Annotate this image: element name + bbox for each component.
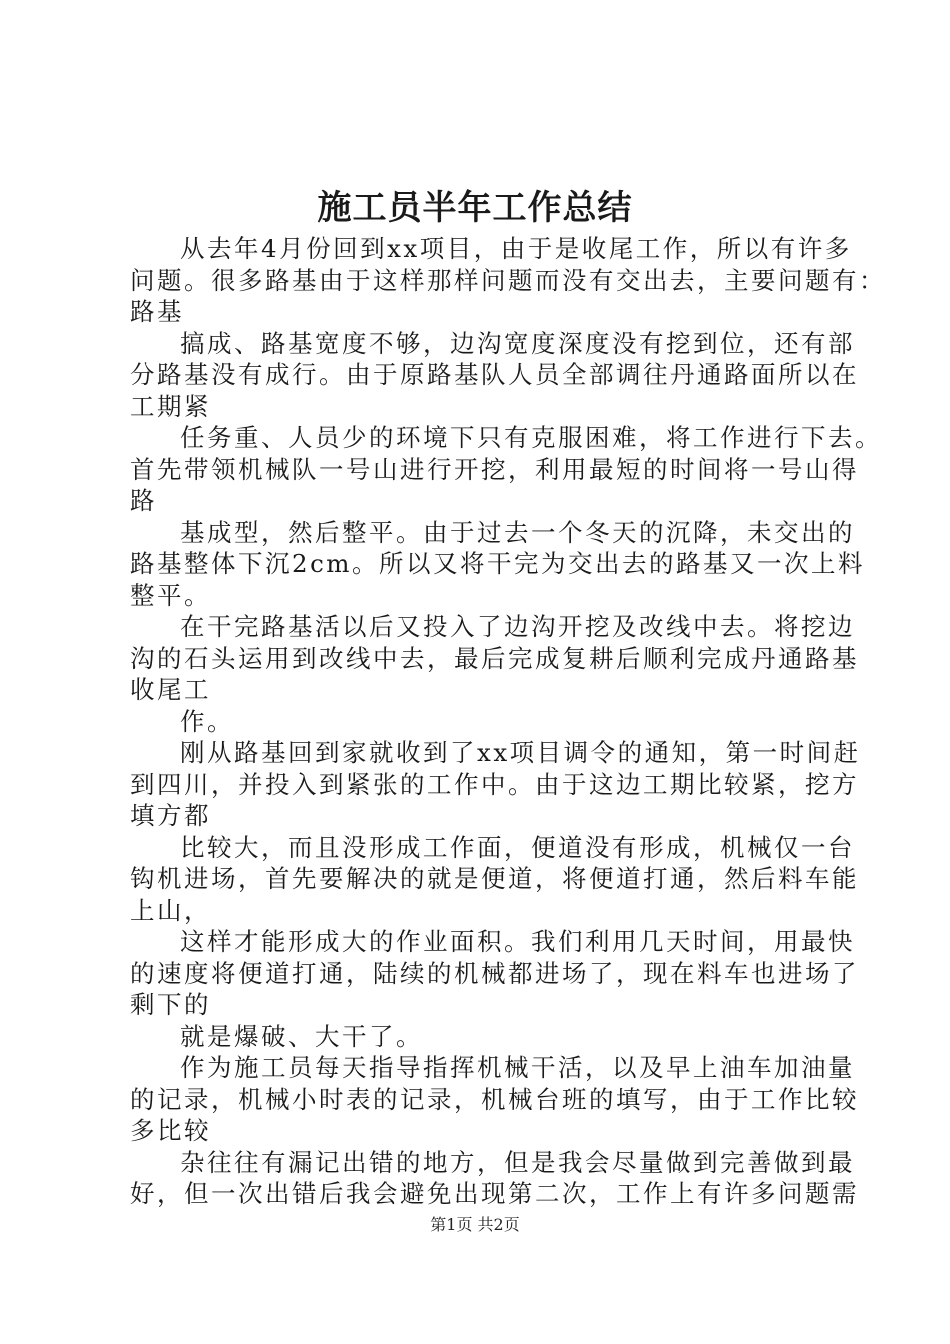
text-line: 的速度将便道打通，陆续的机械都进场了，现在料车也进场了 [130, 958, 859, 988]
text-line: 杂往往有漏记出错的地方，但是我会尽量做到完善做到最 [180, 1147, 855, 1177]
document-body [130, 233, 886, 1210]
text-line: 收尾工 [130, 675, 211, 704]
text-line: 问题。很多路基由于这样那样问题而没有交出去，主要问题有： [130, 265, 886, 295]
text-line: 刚从路基回到家就收到了xx项目调令的通知，第一时间赶 [180, 738, 861, 767]
text-line: 基成型，然后整平。由于过去一个冬天的沉降，未交出的 [180, 517, 855, 547]
text-line: 这样才能形成大的作业面积。我们利用几天时间，用最快 [180, 927, 855, 956]
text-line: 多比较 [130, 1116, 211, 1145]
text-line: 比较大，而且没形成工作面，便道没有形成，机械仅一台 [180, 832, 855, 862]
text-line: 分路基没有成行。由于原路基队人员全部调往丹通路面所以在 [130, 360, 859, 389]
text-line: 沟的石头运用到改线中去，最后完成复耕后顺利完成丹通路基 [130, 643, 859, 673]
text-line: 钩机进场，首先要解决的就是便道，将便道打通，然后料车能 [130, 864, 859, 893]
text-line: 作。 [180, 706, 234, 736]
text-line: 路基整体下沉2cm。所以又将干完为交出去的路基又一次上料 [130, 549, 866, 578]
text-line: 首先带领机械队一号山进行开挖，利用最短的时间将一号山得 [130, 454, 859, 484]
text-line: 上山， [130, 895, 211, 925]
document-title: 施工员半年工作总结 [317, 188, 633, 228]
text-line: 到四川，并投入到紧张的工作中。由于这边工期比较紧，挖方 [130, 769, 859, 799]
text-line: 工期紧 [130, 391, 211, 421]
text-line: 路 [130, 486, 157, 515]
text-line: 路基 [130, 297, 184, 326]
text-line: 搞成、路基宽度不够，边沟宽度深度没有挖到位，还有部 [180, 328, 855, 358]
text-line: 在干完路基活以后又投入了边沟开挖及改线中去。将挖边 [180, 612, 855, 641]
text-line: 整平。 [130, 580, 211, 610]
text-line: 的记录，机械小时表的记录，机械台班的填写，由于工作比较 [130, 1084, 859, 1114]
text-line: 任务重、人员少的环境下只有克服困难，将工作进行下去。 [180, 423, 882, 452]
text-line: 填方都 [130, 801, 211, 830]
text-line: 作为施工员每天指导指挥机械干活，以及早上油车加油量 [180, 1053, 855, 1082]
page-footer: 第1页 共2页 [430, 1215, 520, 1234]
text-line: 好，但一次出错后我会避免出现第二次，工作上有许多问题需 [130, 1179, 859, 1208]
text-line: 就是爆破、大干了。 [180, 1021, 423, 1051]
text-line: 从去年4月份回到xx项目，由于是收尾工作，所以有许多 [180, 234, 852, 263]
text-line: 剩下的 [130, 990, 211, 1019]
